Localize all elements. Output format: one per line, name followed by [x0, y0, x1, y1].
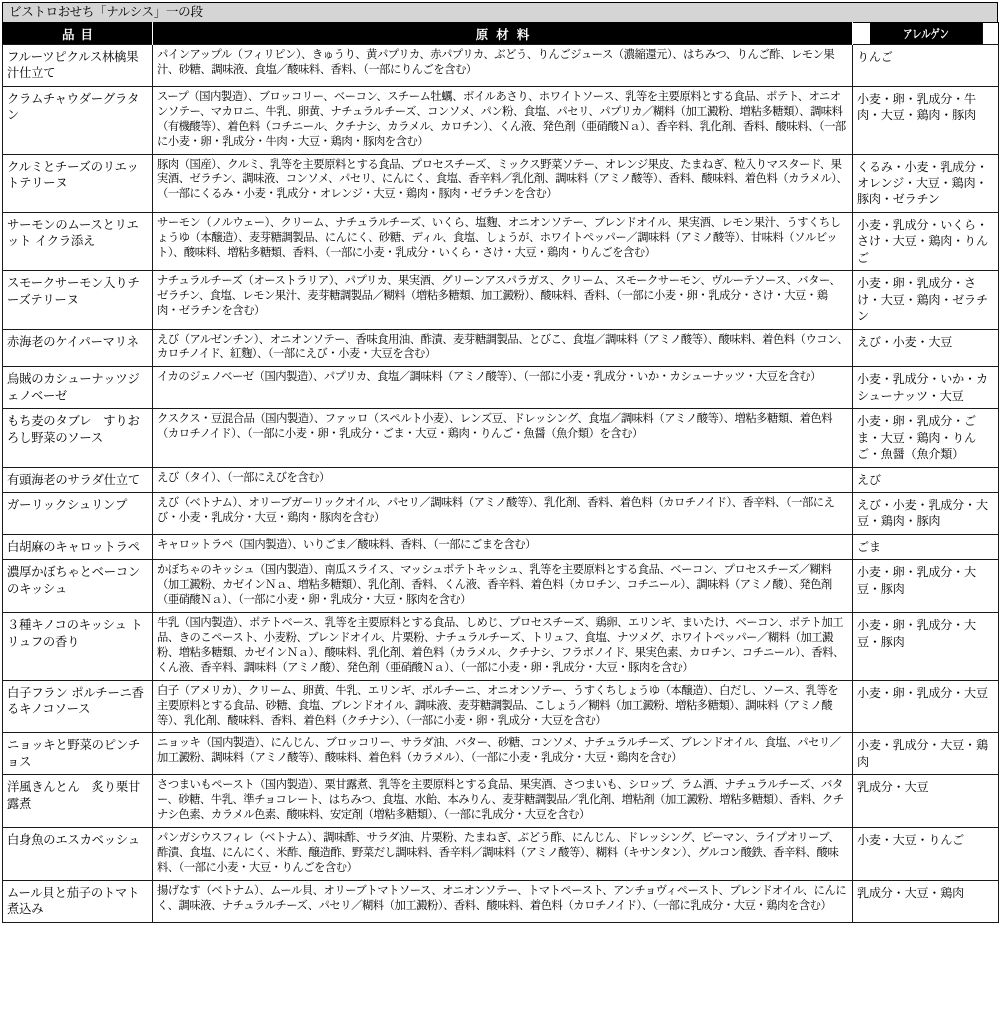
sheet-title-bar [2, 2, 998, 22]
cell-ingredients: キャロットラペ（国内製造）、いりごま／酸味料、香料、（一部にごまを含む） [153, 534, 853, 559]
cell-ingredients: さつまいもペースト（国内製造）、栗甘露煮、乳等を主要原料とする食品、果実酒、さつまいも、シロップ、ラム酒、ナチュラルチーズ、バター、砂糖、牛乳、準チョコレート、はちみつ、食塩、水飴、本みりん、麦芽糖調製品／乳化剤、増粘剤（加工澱粉、増粘多糖類）、香料、クチナシ色素、カラメル色素、酸味料、安定剤（増粘多糖類）、（一部に乳成分・大豆を含む） [153, 775, 853, 828]
cell-item-name: ３種キノコのキッシュ トリュフの香り [3, 613, 153, 681]
cell-ingredients: 牛乳（国内製造）、ポテトベース、乳等を主要原料とする食品、しめじ、プロセスチーズ、鶏卵、エリンギ、まいたけ、ベーコン、ポテト加工品、きのこペースト、小麦粉、ブレンドオイル、片栗粉、ナチュラルチーズ、トリュフ、食塩、ナツメグ、ホワイトペッパー／糊料（加工澱粉、増粘多糖類、カゼインＮａ）、酸味料、乳化剤、着色料（カラメル、クチナシ、フラボノイド、果実色素、カロチン、コチニール）、香料、くん液、香辛料、調味料（アミノ酸）、発色剤（亜硝酸Ｎａ）、（一部に小麦・卵・乳成分・大豆・豚肉を含む） [153, 613, 853, 681]
table-row [3, 733, 999, 775]
table-row [3, 680, 999, 733]
cell-item-name: フルーツピクルス林檎果汁仕立て [3, 45, 153, 87]
table-row [3, 880, 999, 922]
table-row [3, 560, 999, 613]
cell-ingredients: スープ（国内製造）、ブロッコリー、ベーコン、スチーム牡蠣、ボイルあさり、ホワイトソース、乳等を主要原料とする食品、ポテト、オニオンソテー、マカロニ、牛乳、卵黄、ナチュラルチーズ、コンソメ、パン粉、食塩、パセリ、パプリカ／糊料（加工澱粉、増粘多糖類）、調味料（有機酸等）、着色料（コチニール、クチナシ、カラメル、カロチン）、くん液、発色剤（亜硝酸Ｎａ）、香辛料、乳化剤、香料、酸味料、（一部に小麦・卵・乳成分・牛肉・大豆・鶏肉・豚肉を含む） [153, 86, 853, 154]
column-header-ingredients: 原材料 [153, 23, 853, 45]
table-header [3, 23, 999, 45]
cell-allergen: 小麦・乳成分・いくら・さけ・大豆・鶏肉・りんご [853, 212, 999, 270]
table-row [3, 212, 999, 270]
cell-item-name: ニョッキと野菜のピンチョス [3, 733, 153, 775]
cell-ingredients: 揚げなす（ベトナム）、ムール貝、オリーブトマトソース、オニオンソテー、トマトペースト、アンチョヴィペースト、ブレンドオイル、にんにく、調味液、ナチュラルチーズ、パセリ／糊料（加工澱粉）、香料、酸味料、着色料（カロチノイド）、（一部に乳成分・大豆・鶏肉を含む） [153, 880, 853, 922]
table-row [3, 828, 999, 881]
ingredient-allergen-table [2, 22, 999, 923]
cell-allergen: くるみ・小麦・乳成分・オレンジ・大豆・鶏肉・豚肉・ゼラチン [853, 154, 999, 212]
cell-ingredients: パインアップル（フィリピン）、きゅうり、黄パプリカ、赤パプリカ、ぶどう、りんごジュース（濃縮還元）、はちみつ、りんご酢、レモン果汁、砂糖、調味液、食塩／酸味料、香料、（一部にりんごを含む） [153, 45, 853, 87]
cell-allergen: 小麦・乳成分・いか・カシューナッツ・大豆 [853, 367, 999, 409]
cell-allergen: 小麦・卵・乳成分・さけ・大豆・鶏肉・ゼラチン [853, 271, 999, 329]
table-row [3, 493, 999, 535]
cell-allergen: えび・小麦・大豆 [853, 329, 999, 367]
table-row [3, 329, 999, 367]
cell-item-name: ガーリックシュリンプ [3, 493, 153, 535]
cell-allergen: 小麦・卵・乳成分・大豆・豚肉 [853, 613, 999, 681]
table-row [3, 45, 999, 87]
cell-item-name: 烏賊のカシューナッツジェノベーゼ [3, 367, 153, 409]
cell-ingredients: サーモン（ノルウェー）、クリーム、ナチュラルチーズ、いくら、塩麴、オニオンソテー、ブレンドオイル、果実酒、レモン果汁、うすくちしょうゆ（本醸造）、麦芽糖調製品、にんにく、砂糖、ディル、食塩、しょうが、ホワイトペッパー／調味料（アミノ酸等）、甘味料（ソルビット）、酸味料、増粘多糖類、香料、（一部に小麦・乳成分・いくら・さけ・大豆・鶏肉・りんごを含む） [153, 212, 853, 270]
cell-allergen: ごま [853, 534, 999, 559]
cell-ingredients: イカのジェノベーゼ（国内製造）、パプリカ、食塩／調味料（アミノ酸等）、（一部に小麦・乳成分・いか・カシューナッツ・大豆を含む） [153, 367, 853, 409]
cell-ingredients: かぼちゃのキッシュ（国内製造）、南瓜スライス、マッシュポテトキッシュ、乳等を主要原料とする食品、ベーコン、プロセスチーズ／糊料（加工澱粉、カゼインＮａ、増粘多糖類）、乳化剤、香料、くん液、香辛料、着色料（カロチン、コチニール）、調味料（アミノ酸）、発色剤（亜硝酸Ｎａ）、（一部に小麦・卵・乳成分・大豆・豚肉を含む） [153, 560, 853, 613]
cell-allergen: 乳成分・大豆・鶏肉 [853, 880, 999, 922]
table-row [3, 86, 999, 154]
cell-item-name: 白身魚のエスカベッシュ [3, 828, 153, 881]
cell-item-name: 白胡麻のキャロットラペ [3, 534, 153, 559]
cell-ingredients: 豚肉（国産）、クルミ、乳等を主要原料とする食品、プロセスチーズ、ミックス野菜ソテー、オレンジ果皮、たまねぎ、粒入りマスタード、果実酒、ゼラチン、調味液、コンソメ、パセリ、にんにく、食塩、香辛料／乳化剤、調味料（アミノ酸等）、香料、酸味料、着色料（カラメル）、（一部にくるみ・小麦・乳成分・オレンジ・大豆・鶏肉・豚肉・ゼラチンを含む） [153, 154, 853, 212]
header-row [3, 23, 999, 45]
cell-allergen: 小麦・卵・乳成分・大豆・豚肉 [853, 560, 999, 613]
cell-ingredients: クスクス・豆混合品（国内製造）、ファッロ（スペルト小麦）、レンズ豆、ドレッシング、食塩／調味料（アミノ酸等）、増粘多糖類、着色料（カロチノイド）、（一部に小麦・卵・乳成分・ごま・大豆・鶏肉・りんご・魚醤（魚介類）を含む） [153, 409, 853, 467]
page-title: ビストロおせち「ナルシス」一の段 [9, 4, 203, 20]
cell-ingredients: ニョッキ（国内製造）、にんじん、ブロッコリー、サラダ油、バター、砂糖、コンソメ、ナチュラルチーズ、ブレンドオイル、食塩、パセリ／加工澱粉、調味料（アミノ酸等）、酸味料、着色料（カラメル）、（一部に小麦・乳成分・大豆・鶏肉を含む） [153, 733, 853, 775]
cell-item-name: ムール貝と茄子のトマト煮込み [3, 880, 153, 922]
cell-ingredients: えび（ベトナム）、オリーブガーリックオイル、パセリ／調味料（アミノ酸等）、乳化剤、香料、着色料（カロチノイド）、香辛料、（一部にえび・小麦・乳成分・大豆・鶏肉・豚肉を含む） [153, 493, 853, 535]
cell-item-name: クラムチャウダーグラタン [3, 86, 153, 154]
table-body [3, 45, 999, 923]
cell-item-name: 有頭海老のサラダ仕立て [3, 467, 153, 492]
table-row [3, 534, 999, 559]
cell-allergen: えび [853, 467, 999, 492]
cell-item-name: 洋風きんとん 炙り栗甘露煮 [3, 775, 153, 828]
table-row [3, 467, 999, 492]
table-row [3, 271, 999, 329]
cell-allergen: りんご [853, 45, 999, 87]
table-row [3, 613, 999, 681]
cell-ingredients: えび（アルゼンチン）、オニオンソテー、香味食用油、酢漬、麦芽糖調製品、とびこ、食塩／調味料（アミノ酸等）、酸味料、着色料（ウコン、カロチノイド、紅麴）、（一部にえび・小麦・大豆を含む） [153, 329, 853, 367]
cell-allergen: 小麦・卵・乳成分・ごま・大豆・鶏肉・りんご・魚醤（魚介類） [853, 409, 999, 467]
table-row [3, 775, 999, 828]
cell-item-name: 白子フラン ポルチーニ香るキノコソース [3, 680, 153, 733]
cell-allergen: 小麦・乳成分・大豆・鶏肉 [853, 733, 999, 775]
cell-item-name: もち麦のタブレ すりおろし野菜のソース [3, 409, 153, 467]
cell-allergen: えび・小麦・乳成分・大豆・鶏肉・豚肉 [853, 493, 999, 535]
column-header-allergen: アレルゲン [869, 23, 983, 45]
cell-item-name: 濃厚かぼちゃとベーコンのキッシュ [3, 560, 153, 613]
cell-ingredients: 白子（アメリカ）、クリーム、卵黄、牛乳、エリンギ、ポルチーニ、オニオンソテー、うすくちしょうゆ（本醸造）、白だし、ソース、乳等を主要原料とする食品、砂糖、食塩、ブレンドオイル、調味液、麦芽糖調製品、こしょう／糊料（加工澱粉、増粘多糖類）、調味料（アミノ酸等）、乳化剤、酸味料、香料、着色料（クチナシ）、（一部に小麦・卵・乳成分・大豆を含む） [153, 680, 853, 733]
cell-ingredients: えび（タイ）、（一部にえびを含む） [153, 467, 853, 492]
cell-item-name: スモークサーモン入りチーズテリーヌ [3, 271, 153, 329]
cell-ingredients: パンガシウスフィレ（ベトナム）、調味酢、サラダ油、片栗粉、たまねぎ、ぶどう酢、にんじん、ドレッシング、ピーマン、ライプオリーブ、酢漬、食塩、にんにく、米酢、醸造酢、野菜だし調味料、香辛料／調味料（アミノ酸等）、糊料（キサンタン）、グルコン酸鉄、香辛料、酸味料、（一部に小麦・大豆・りんごを含む） [153, 828, 853, 881]
table-row [3, 409, 999, 467]
cell-allergen: 乳成分・大豆 [853, 775, 999, 828]
cell-item-name: サーモンのムースとリエット イクラ添え [3, 212, 153, 270]
table-row [3, 154, 999, 212]
table-row [3, 367, 999, 409]
column-header-item: 品目 [3, 23, 153, 45]
cell-item-name: クルミとチーズのリエットテリーヌ [3, 154, 153, 212]
cell-item-name: 赤海老のケイパーマリネ [3, 329, 153, 367]
cell-allergen: 小麦・卵・乳成分・牛肉・大豆・鶏肉・豚肉 [853, 86, 999, 154]
cell-allergen: 小麦・卵・乳成分・大豆 [853, 680, 999, 733]
cell-ingredients: ナチュラルチーズ（オーストラリア）、パプリカ、果実酒、グリーンアスパラガス、クリーム、スモークサーモン、ヴルーテソース、バター、ゼラチン、食塩、レモン果汁、麦芽糖調製品／糊料（増粘多糖類、加工澱粉）、酸味料、香料、（一部に小麦・卵・乳成分・さけ・大豆・鶏肉・ゼラチンを含む） [153, 271, 853, 329]
cell-allergen: 小麦・大豆・りんご [853, 828, 999, 881]
